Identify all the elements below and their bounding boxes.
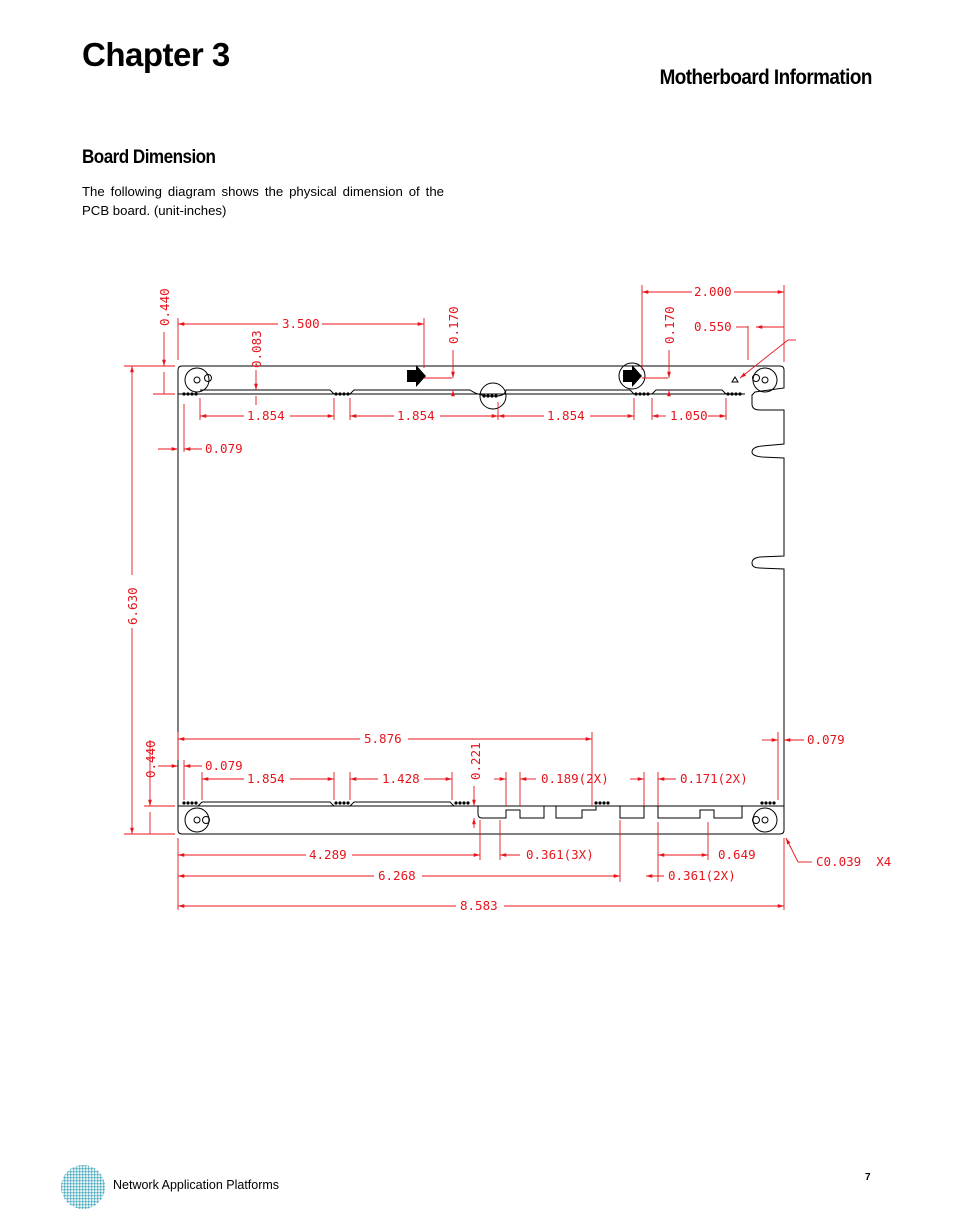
dim-label: 5.876 [364, 731, 402, 746]
dim-label: 1.854 [247, 408, 285, 423]
dim-label: 0.649 [718, 847, 756, 862]
footer-tagline: Network Application Platforms [113, 1178, 280, 1192]
dim-label: 8.583 [460, 898, 498, 913]
dim-label: 0.079 [205, 441, 243, 456]
dim-label: 0.083 [249, 330, 264, 368]
section-title: Motherboard Information [659, 66, 872, 89]
dim-label: 0.170 [446, 306, 461, 344]
dim-label: 0.361(3X) [526, 847, 594, 862]
dim-label: 2.000 [694, 284, 732, 299]
subheading: Board Dimension [82, 147, 216, 168]
dim-label: 0.189(2X) [541, 771, 609, 786]
dim-label: 1.428 [382, 771, 420, 786]
dim-label: C0.039 X4 [816, 854, 892, 869]
dim-label: 1.854 [547, 408, 585, 423]
dimension-labels [125, 284, 891, 913]
dim-label: 0.550 [694, 319, 732, 334]
dim-label: 4.289 [309, 847, 347, 862]
direction-arrow-left [407, 365, 426, 387]
chapter-title: Chapter 3 [82, 36, 230, 73]
dimension-lines [124, 285, 812, 910]
dim-label: 3.500 [282, 316, 320, 331]
dim-label: 6.630 [125, 587, 140, 625]
dim-label: 0.440 [157, 288, 172, 326]
dim-label: 0.079 [205, 758, 243, 773]
dim-label: 6.268 [378, 868, 416, 883]
direction-arrow-right [623, 365, 642, 387]
dim-label: 0.171(2X) [680, 771, 748, 786]
dim-label: 1.854 [247, 771, 285, 786]
intro-paragraph: The following diagram shows the physical dimension of the PCB board. (unit-inches) [82, 184, 444, 218]
dim-label: 0.361(2X) [668, 868, 736, 883]
dim-label: 0.221 [468, 742, 483, 780]
dim-label: 0.440 [143, 740, 158, 778]
dim-label: 1.050 [670, 408, 708, 423]
page-number: 7 [865, 1172, 871, 1183]
dim-label: 1.854 [397, 408, 435, 423]
dim-label: 0.079 [807, 732, 845, 747]
company-logo [60, 1164, 106, 1210]
dim-label: 0.170 [662, 306, 677, 344]
